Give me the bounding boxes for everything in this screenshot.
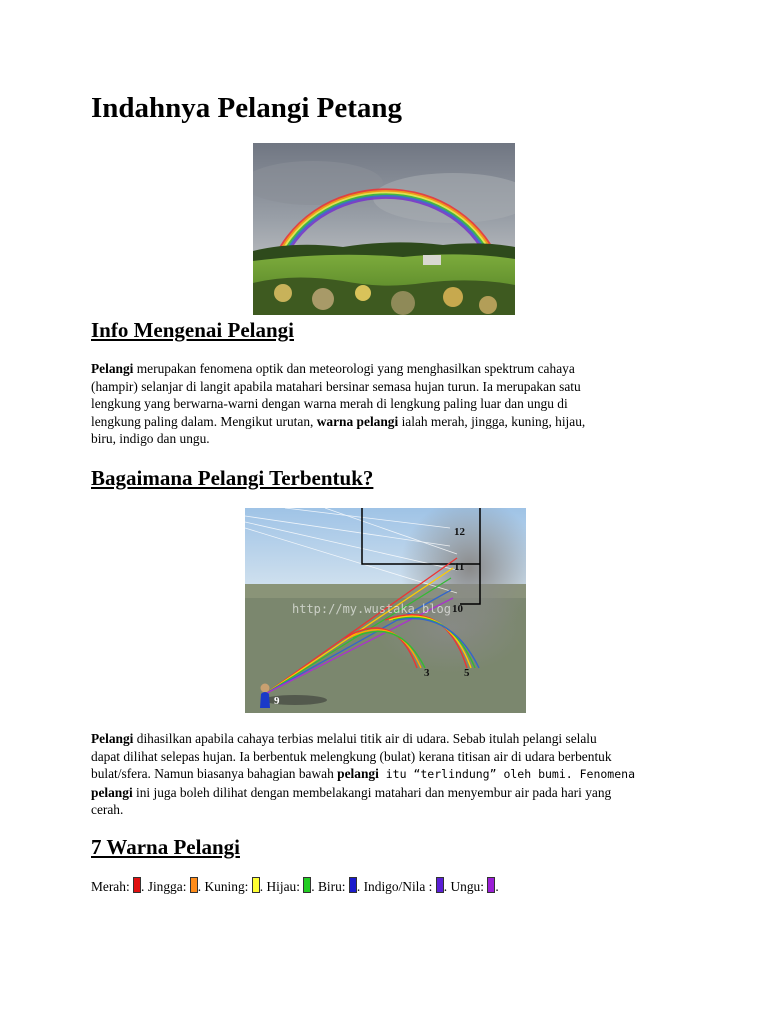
color-label-ungu: Ungu: [450,879,484,894]
paragraph-text: ini juga boleh dilihat dengan membelakangi matahari dan menyembur air pada hari yang [132,784,612,800]
section-heading-formation: Bagaimana Pelangi Terbentuk? [91,466,374,490]
paragraph-text: (hampir) selanjar di langit apabila matahari bersinar semasa hujan turun. Ia merupakan satu [91,378,581,394]
color-label-indigo: Indigo/Nila : [363,879,433,894]
color-swatch-biru [349,877,357,893]
paragraph-text: biru, indigo dan ungu. [91,431,210,447]
diagram-label-10: 10 [452,603,463,615]
bold-text: pelangi [337,766,379,782]
paragraph-text: lengkung yang berwarna-warni dengan warna merah di lengkung paling luar dan ungu di [91,396,568,412]
diagram-label-3: 3 [424,667,430,679]
color-label-kuning: Kuning: [204,879,249,894]
section-heading-info: Info Mengenai Pelangi [91,318,294,342]
bold-text: Pelangi [91,731,134,746]
paragraph-text: dapat dilihat selepas hujan. Ia berbentuk melengkung (bulat) kerana titisan air di udara berbentuk [91,748,612,764]
paragraph-text: ialah merah, jingga, kuning, hijau, [398,413,586,429]
paragraph-text: merupakan fenomena optik dan meteorologi yang menghasilkan spektrum cahaya [133,361,575,376]
section-heading-colors: 7 Warna Pelangi [91,835,240,859]
bold-text: Pelangi [91,361,134,376]
color-swatch-jingga [190,877,198,893]
page-title: Indahnya Pelangi Petang [91,92,402,124]
paragraph-info [91,360,661,448]
paragraph-text: bulat/sfera. Namun biasanya bahagian bawah [91,766,338,782]
paragraph-text: lengkung paling dalam. Mengikut urutan, [91,413,317,429]
color-swatch-kuning [252,877,260,893]
color-swatch-hijau [303,877,311,893]
color-label-hijau: Hijau: [266,879,300,894]
diagram-label-11: 11 [454,561,465,573]
bold-text: warna pelangi [316,413,399,429]
bold-text: pelangi [91,784,133,800]
color-label-merah: Merah: [91,879,130,894]
color-swatch-ungu [487,877,495,893]
color-label-jingga: Jingga: [147,879,187,894]
paragraph-text: cerah. [91,802,124,818]
rainbow-photo [253,143,515,315]
diagram-label-5: 5 [464,667,470,679]
rainbow-formation-diagram [245,508,526,713]
paragraph-formation [91,730,661,819]
diagram-watermark: http://my.wustaka.blog [292,602,451,616]
diagram-label-9: 9 [274,695,280,707]
color-list: Merah: . Jingga: . Kuning: . Hijau: . Biru: . Indigo/Nila : . Ungu: . [91,879,499,894]
color-swatch-indigo [436,877,444,893]
paragraph-text: itu “terlindung” oleh bumi. Fenomena [378,767,636,782]
diagram-label-12: 12 [454,526,465,538]
color-swatch-merah [133,877,141,893]
color-label-biru: Biru: [318,879,346,894]
paragraph-text: dihasilkan apabila cahaya terbias melalui titik air di udara. Sebab itulah pelangi selalu [133,731,597,746]
